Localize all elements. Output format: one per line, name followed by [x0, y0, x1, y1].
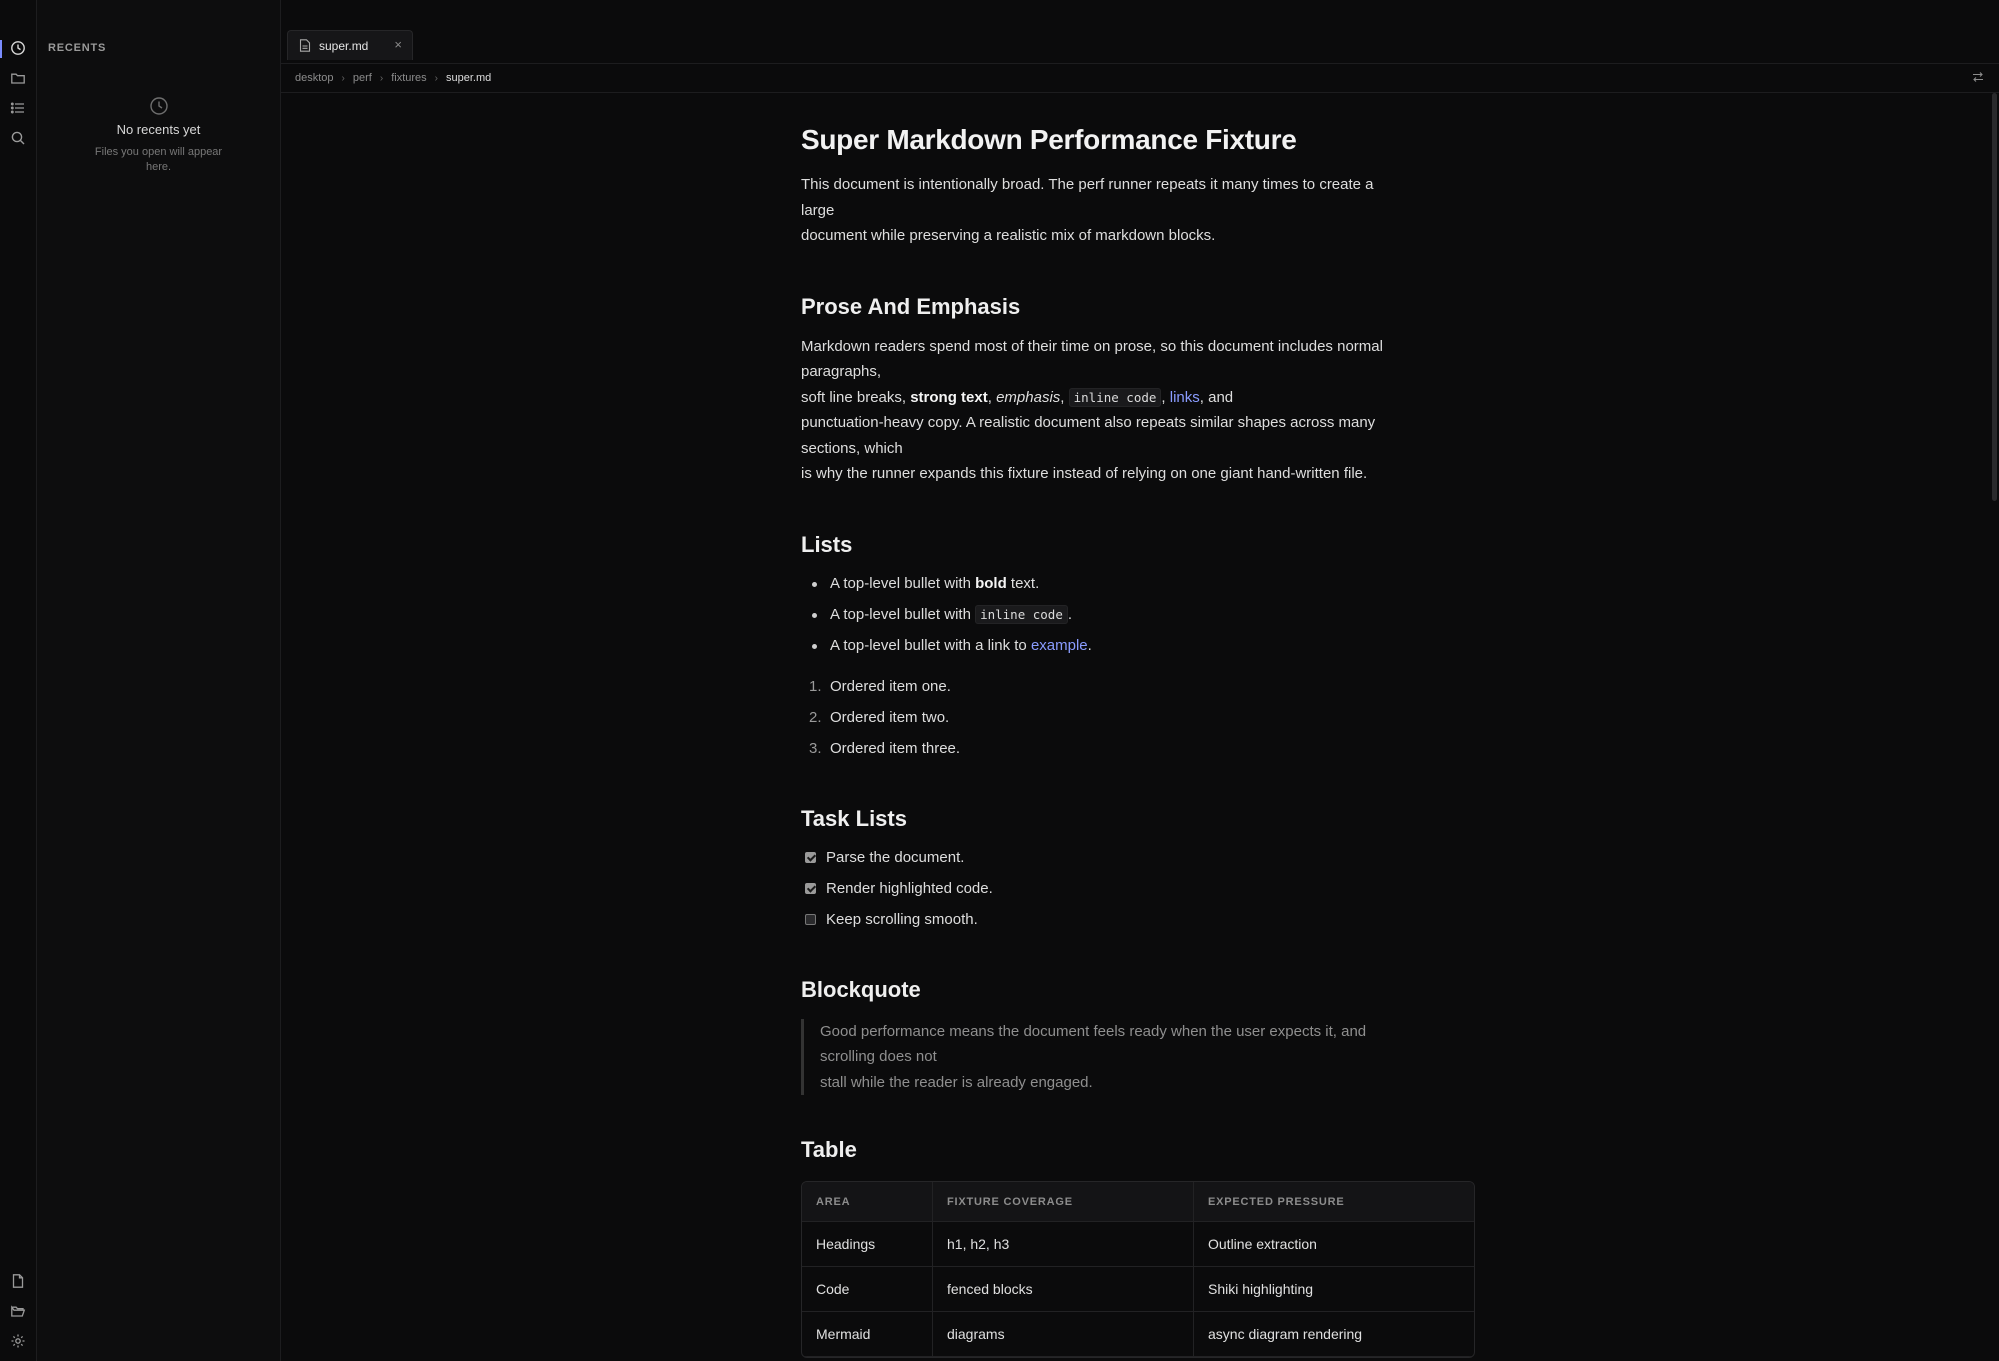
prose-text: , [1060, 388, 1069, 406]
prose-line: is why the runner expands this fixture instead of relying on one giant hand-written file. [801, 465, 1368, 482]
list-number: 3. [809, 739, 822, 757]
heading-blockquote: Blockquote [801, 976, 921, 1002]
markdown-document [801, 110, 1481, 1358]
prose-text: soft line breaks, [801, 388, 911, 406]
prose-text: , [1161, 388, 1170, 406]
crumb-current-file[interactable]: super.md [446, 72, 492, 84]
table-cell: h1, h2, h3 [933, 1222, 1194, 1266]
prose-line: paragraphs, [801, 363, 882, 380]
list-item [801, 599, 1481, 630]
inline-code: inline code [975, 605, 1068, 624]
quote-line: scrolling does not [820, 1048, 937, 1065]
heading-task-lists: Task Lists [801, 805, 907, 831]
chevron-right-icon: › [434, 72, 438, 84]
quote-line: Good performance means the document feels ready when the user expects it, and [820, 1022, 1367, 1040]
table-cell: Mermaid [802, 1312, 933, 1356]
list-item [801, 671, 1481, 702]
table-row [802, 1267, 1474, 1312]
ordered-list [801, 671, 1481, 764]
table-header-cell: AREA [802, 1182, 933, 1221]
markdown-table [801, 1181, 1475, 1358]
prose-line: sections, which [801, 439, 903, 457]
recents-panel [37, 0, 281, 1361]
table-header-row [802, 1182, 1474, 1222]
chevron-right-icon: › [341, 72, 345, 84]
prose-text: , and [1199, 388, 1234, 406]
active-indicator [0, 40, 2, 58]
recents-clock-icon[interactable] [10, 40, 26, 56]
intro-paragraph [801, 172, 1481, 249]
crumb-fixtures[interactable]: fixtures [391, 72, 427, 84]
heading-table: Table [801, 1137, 857, 1162]
intro-line: document while preserving a realistic mix of markdown blocks. [801, 227, 1216, 244]
list-item [801, 733, 1481, 764]
blockquote [801, 1019, 1481, 1096]
tab-super-md[interactable] [287, 30, 413, 60]
panel-title: RECENTS [48, 42, 107, 54]
task-item [801, 873, 1481, 904]
tab-bar [281, 0, 1999, 64]
search-icon[interactable] [10, 130, 26, 146]
breadcrumb [295, 72, 491, 84]
close-icon[interactable]: × [394, 37, 402, 52]
table-cell: Outline extraction [1208, 1236, 1317, 1252]
heading-lists: Lists [801, 531, 853, 557]
crumb-desktop[interactable]: desktop [295, 72, 334, 84]
tab-label: super.md [319, 39, 369, 53]
task-list [801, 842, 1481, 935]
checkbox-unchecked[interactable] [805, 914, 816, 925]
list-number: 2. [809, 708, 822, 726]
heading-prose: Prose And Emphasis [801, 293, 1021, 319]
list-text: Ordered item two. [830, 708, 950, 726]
empty-state [37, 96, 280, 175]
table-cell: fenced blocks [933, 1267, 1194, 1311]
checkbox-checked[interactable] [805, 883, 816, 894]
settings-gear-icon[interactable] [10, 1333, 26, 1349]
list-text: A top-level bullet with [830, 574, 976, 592]
clock-icon [149, 96, 169, 116]
prose-line: Markdown readers spend most of their time on prose, so this document includes normal [801, 337, 1383, 355]
activity-bar [0, 0, 37, 1361]
list-item [801, 630, 1481, 661]
table-row [802, 1312, 1474, 1357]
prose-text: , [987, 388, 997, 406]
emphasis-text: emphasis [996, 388, 1061, 406]
task-text: Parse the document. [826, 848, 965, 866]
outline-list-icon[interactable] [10, 100, 26, 116]
table-cell: Shiki highlighting [1208, 1281, 1314, 1297]
table-header-cell: FIXTURE COVERAGE [933, 1182, 1194, 1221]
strong-text: strong text [910, 388, 988, 406]
doc-title: Super Markdown Performance Fixture [801, 124, 1297, 155]
table-cell: Headings [802, 1222, 933, 1266]
table-cell: Code [802, 1267, 933, 1311]
list-text: . [1067, 605, 1073, 623]
list-item [801, 702, 1481, 733]
task-text: Keep scrolling smooth. [826, 910, 978, 928]
table-cell: diagrams [933, 1312, 1194, 1356]
intro-line: large [801, 201, 835, 219]
link[interactable]: links [1169, 388, 1200, 406]
prose-paragraph [801, 334, 1481, 487]
intro-line: This document is intentionally broad. The perf runner repeats it many times to create a [801, 176, 1374, 193]
new-file-icon[interactable] [10, 1273, 26, 1289]
empty-subtitle: Files you open will appear here. [94, 146, 223, 173]
open-folder-icon[interactable] [10, 1303, 26, 1319]
prose-line: punctuation-heavy copy. A realistic document also repeats similar shapes across many [801, 414, 1376, 431]
strong-text: bold [975, 574, 1007, 592]
list-text: text. [1006, 574, 1040, 592]
link[interactable]: example [1030, 636, 1088, 654]
task-item [801, 904, 1481, 935]
task-text: Render highlighted code. [826, 879, 993, 897]
list-text: Ordered item one. [830, 677, 951, 695]
task-item [801, 842, 1481, 873]
explorer-folder-icon[interactable] [10, 70, 26, 86]
chevron-right-icon: › [379, 72, 384, 84]
list-item [801, 568, 1481, 599]
breadcrumb-bar [281, 64, 1999, 93]
editor-scrollbar[interactable] [1992, 93, 1997, 501]
empty-title: No recents yet [116, 122, 201, 137]
table-header-cell: EXPECTED PRESSURE [1208, 1195, 1345, 1208]
list-text: A top-level bullet with a link to [830, 636, 1031, 654]
bullet-list [801, 568, 1481, 661]
inline-code: inline code [1069, 388, 1162, 407]
list-text: . [1087, 636, 1092, 654]
toggle-view-arrows-icon[interactable] [1971, 70, 1985, 84]
crumb-perf[interactable]: perf [352, 72, 372, 84]
table-cell: async diagram rendering [1208, 1326, 1363, 1342]
checkbox-checked[interactable] [805, 852, 816, 863]
list-text: A top-level bullet with [830, 605, 976, 623]
table-row [802, 1222, 1474, 1267]
list-number: 1. [809, 677, 822, 695]
quote-line: stall while the reader is already engaged. [820, 1073, 1093, 1091]
list-text: Ordered item three. [830, 739, 961, 757]
file-icon [299, 39, 311, 52]
